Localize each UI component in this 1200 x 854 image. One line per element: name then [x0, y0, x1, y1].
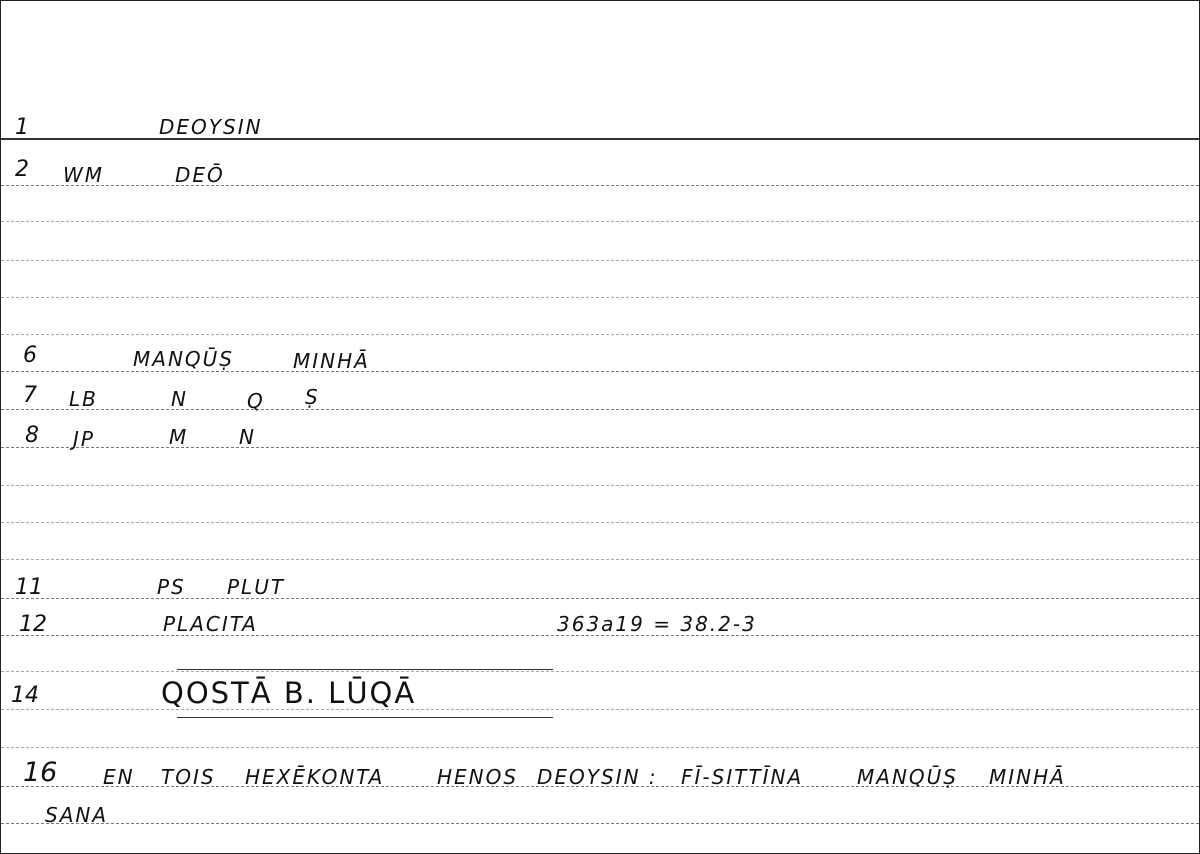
ruled-line	[1, 334, 1199, 335]
entry-text: N	[171, 387, 188, 411]
entry-text: SANA	[45, 803, 109, 827]
entry-text: TOIS	[161, 765, 216, 789]
entry-text: HENOS	[437, 765, 519, 789]
entry-text: FĪ-SITTĪNA	[681, 765, 804, 789]
line-number: 2	[15, 157, 29, 182]
entry-text: M	[169, 425, 189, 449]
ruled-line	[1, 297, 1199, 298]
line-number: 1	[15, 115, 29, 140]
entry-text: LB	[69, 387, 98, 411]
entry-text: Q	[247, 389, 265, 413]
ruled-line	[1, 559, 1199, 560]
entry-text: PLACITA	[163, 612, 258, 636]
entry-text: MINHĀ	[989, 765, 1066, 789]
line-number: 12	[19, 612, 47, 637]
entry-text: PS	[157, 575, 186, 599]
line-number: 11	[15, 575, 43, 600]
typed-line-rule	[177, 717, 553, 718]
entry-text: JP	[73, 427, 95, 451]
line-number: 16	[23, 757, 58, 788]
entry-text: DEOYSIN :	[537, 765, 658, 789]
typed-name: QOSTĀ B. LŪQĀ	[161, 676, 417, 710]
ruled-line	[1, 747, 1199, 748]
ruled-line	[1, 371, 1199, 372]
line-number: 8	[25, 423, 39, 448]
entry-text: MINHĀ	[293, 349, 370, 373]
entry-text: N	[239, 425, 256, 449]
entry-text: DEOYSIN	[159, 115, 263, 139]
entry-text: DEŌ	[175, 163, 225, 187]
entry-text: MANQŪṢ	[133, 347, 234, 371]
citation-reference: 363a19 = 38.2-3	[557, 612, 757, 636]
typed-line-rule	[177, 669, 553, 670]
line-number: 14	[11, 683, 39, 708]
line-number: 6	[23, 343, 37, 368]
entry-text: WM	[63, 163, 105, 187]
ruled-line	[1, 485, 1199, 486]
entry-text: HEXĒKONTA	[245, 765, 385, 789]
entry-text: Ṣ	[305, 385, 320, 409]
ruled-line	[1, 823, 1199, 824]
ruled-line	[1, 522, 1199, 523]
entry-text: EN	[103, 765, 135, 789]
line-number: 7	[23, 383, 37, 408]
ruled-line	[1, 221, 1199, 222]
ruled-line	[1, 260, 1199, 261]
entry-text: MANQŪṢ	[857, 765, 958, 789]
entry-text: PLUT	[227, 575, 286, 599]
ruled-line	[1, 671, 1199, 672]
